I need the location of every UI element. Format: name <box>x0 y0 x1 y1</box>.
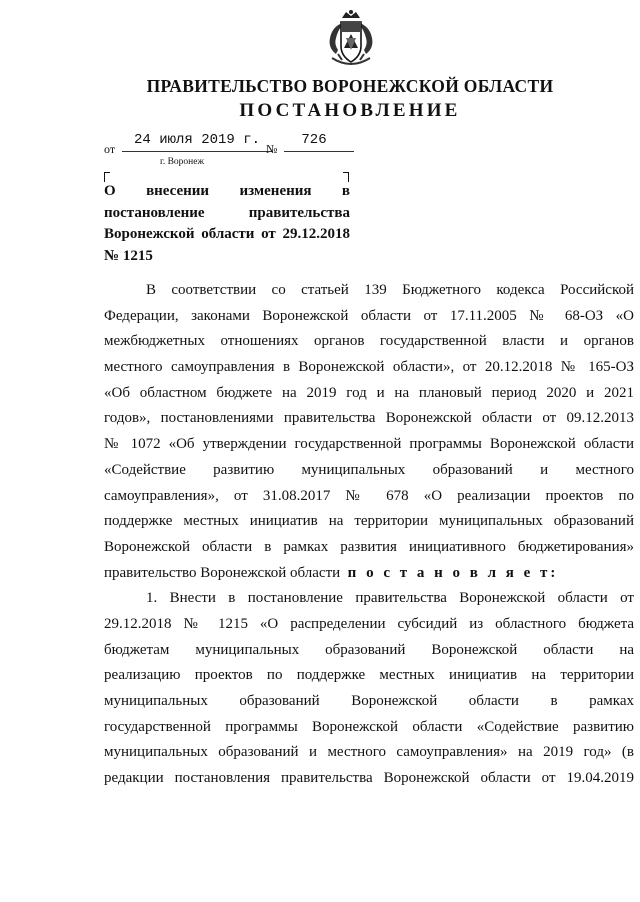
body-line: государственной программы Воронежской области «Содействие развитию <box>104 718 634 735</box>
body-line: местного самоуправления в Воронежской области», от 20.12.2018 № 165-ОЗ <box>104 359 634 376</box>
body-line: 29.12.2018 № 1215 «О распределении субсидий из областного бюджета <box>104 615 634 632</box>
body-line: № 1072 «Об утверждении государственной программы Воронежской области <box>104 436 634 453</box>
subject-line: Воронежской области от 29.12.2018 <box>104 226 350 242</box>
subject-line: О внесении изменения в <box>104 183 350 199</box>
document-date: 24 июля 2019 г. <box>133 132 261 148</box>
body-line: муниципальных образований и местного самоуправления» на 2019 год» (в <box>104 744 634 761</box>
subject-line: постановление правительства <box>104 204 350 221</box>
body-line: «Об областном бюджете на 2019 год и на плановый период 2020 и 2021 <box>104 384 634 401</box>
date-underline <box>122 151 272 152</box>
body-line: самоуправления», от 31.08.2017 № 678 «О реализации проектов по <box>104 487 634 504</box>
document-subject <box>104 181 350 267</box>
number-prefix: № <box>266 142 278 156</box>
number-underline <box>284 151 354 152</box>
subject-line: № 1215 <box>104 247 153 264</box>
body-line: В соответствии со статьей 139 Бюджетного кодекса Российской <box>146 282 634 298</box>
body-line: 1. Внести в постановление правительства Воронежской области от <box>146 590 634 607</box>
body-line: редакции постановления правительства Воронежской области от 19.04.2019 <box>104 770 634 787</box>
document-number: 726 <box>301 132 327 148</box>
body-line: Федерации, законами Воронежской области от 17.11.2005 № 68-ОЗ «О <box>104 307 634 324</box>
body-line: муниципальных образований Воронежской области в рамках <box>104 693 634 709</box>
body-line: Воронежской области в рамках развития инициативного бюджетирования» <box>104 538 634 555</box>
body-line: «Содействие развитию муниципальных образований и местного <box>104 461 634 478</box>
coat-of-arms-icon <box>322 8 380 70</box>
decree-line <box>104 561 634 587</box>
body-line: поддержке местных инициатив на территории муниципальных образований <box>104 513 634 530</box>
decree-word: п о с т а н о в л я е т: <box>347 564 559 581</box>
document-type-title: ПОСТАНОВЛЕНИЕ <box>239 100 461 121</box>
body-line: межбюджетных отношениях органов государственной власти и органов <box>104 333 634 350</box>
body-line: годов», постановлениями правительства Воронежской области от 09.12.2013 <box>104 410 634 427</box>
body-line-text: правительство Воронежской области <box>104 564 341 581</box>
body-line: реализацию проектов по поддержке местных инициатив на территории <box>104 667 634 684</box>
body-line: бюджетам муниципальных образований Воронежской области на <box>104 641 634 658</box>
document-date-number-row <box>104 132 364 156</box>
document-body <box>104 278 634 792</box>
government-title: ПРАВИТЕЛЬСТВО ВОРОНЕЖСКОЙ ОБЛАСТИ <box>146 76 554 96</box>
date-prefix: от <box>104 142 116 156</box>
city-label: г. Воронеж <box>160 157 205 167</box>
